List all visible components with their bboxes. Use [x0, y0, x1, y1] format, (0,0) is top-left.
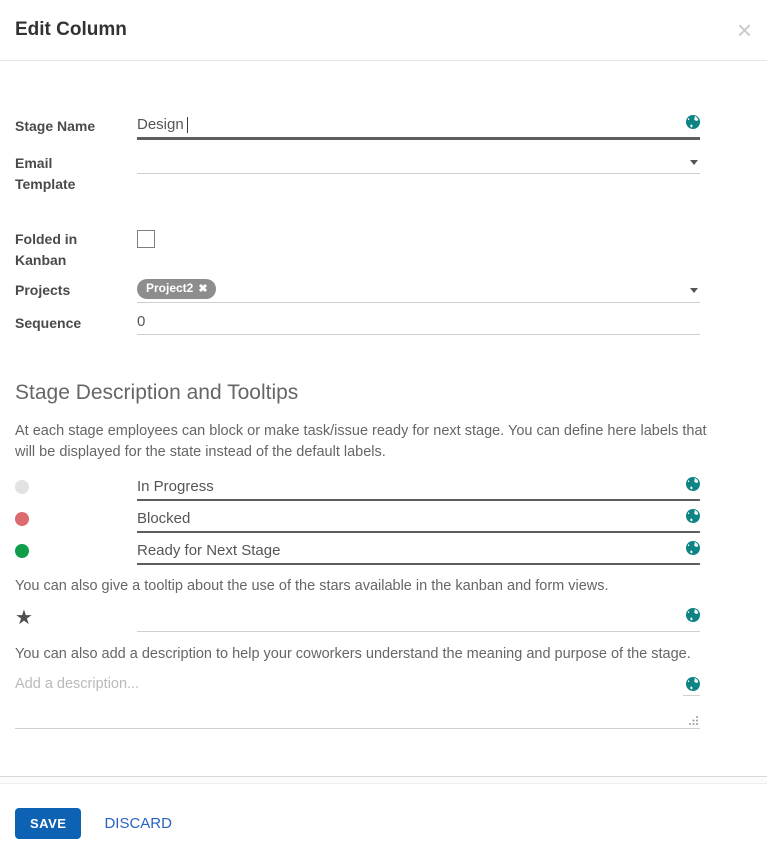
state-dot-cell: [15, 541, 137, 558]
dialog-body: [0, 61, 767, 729]
sequence-input[interactable]: [137, 312, 700, 335]
sequence-label: Sequence: [15, 315, 82, 331]
folded-in-kanban-row: [15, 228, 700, 271]
email-template-select[interactable]: [137, 152, 700, 174]
section-title: Stage Description and Tooltips: [15, 381, 299, 404]
translate-globe-icon[interactable]: [686, 509, 700, 523]
discard-button[interactable]: DISCARD: [104, 815, 172, 832]
state-label-input-blocked[interactable]: [137, 509, 700, 533]
translate-globe-icon[interactable]: [686, 541, 700, 555]
stars-hint-text: You can also give a tooltip about the use of the stars available in the kanban and form views.: [15, 578, 609, 594]
section-intro-text: At each stage employees can block or make task/issue ready for next stage. You can define here labels that will be displayed for the state instead of the default labels.: [15, 423, 707, 460]
state-dot-green: [15, 544, 29, 558]
tag-remove-icon[interactable]: ✖: [198, 283, 208, 295]
folded-label: Folded in Kanban: [15, 231, 78, 268]
footer-divider: [0, 776, 767, 784]
project-tag-label: Project2: [146, 281, 194, 295]
project-tag[interactable]: [137, 279, 216, 299]
state-dot-cell: [15, 477, 137, 494]
translate-globe-icon[interactable]: [686, 477, 700, 491]
state-row-in-progress: [15, 477, 700, 501]
star-icon: ★: [15, 607, 33, 629]
email-template-label: Email Template: [15, 155, 76, 192]
stage-name-label: Stage Name: [15, 118, 96, 134]
dialog-footer: [0, 784, 767, 839]
state-labels-group: [15, 477, 700, 565]
state-row-ready: [15, 541, 700, 565]
state-label-input-normal[interactable]: [137, 477, 700, 501]
description-hint-text: You can also add a description to help your coworkers understand the meaning and purpose of the stage.: [15, 646, 691, 662]
sequence-row: [15, 312, 700, 335]
projects-label: Projects: [15, 282, 71, 298]
chevron-down-icon[interactable]: [690, 288, 698, 293]
sequence-value: 0: [137, 313, 146, 330]
form-fields: [15, 115, 700, 335]
dialog-title: Edit Column: [15, 19, 127, 40]
chevron-down-icon[interactable]: [690, 160, 698, 165]
dialog-header: [0, 0, 767, 61]
description-field: [15, 674, 700, 729]
save-button[interactable]: SAVE: [15, 808, 81, 839]
star-tooltip-input[interactable]: [137, 608, 700, 632]
folded-checkbox[interactable]: [137, 230, 155, 248]
state-label-input-done[interactable]: [137, 541, 700, 565]
state-dot-cell: [15, 509, 137, 526]
folded-field: [137, 228, 700, 248]
state-row-blocked: [15, 509, 700, 533]
translate-globe-icon[interactable]: [686, 608, 700, 622]
state-label-value: Ready for Next Stage: [137, 542, 281, 559]
translate-globe-icon[interactable]: [686, 115, 700, 129]
stage-name-input[interactable]: [137, 115, 700, 140]
state-dot-red: [15, 512, 29, 526]
email-template-row: [15, 152, 700, 195]
state-dot-gray: [15, 480, 29, 494]
globe-underline: [683, 695, 700, 696]
star-tooltip-row: [15, 608, 700, 632]
translate-globe-icon[interactable]: [686, 677, 700, 691]
projects-tags-input[interactable]: [137, 279, 700, 303]
resize-grip[interactable]: [688, 715, 699, 726]
state-label-value: In Progress: [137, 478, 214, 495]
description-textarea[interactable]: [15, 674, 700, 728]
state-label-value: Blocked: [137, 510, 191, 527]
projects-row: [15, 279, 700, 303]
stage-name-value: Design: [137, 116, 184, 133]
text-cursor: [187, 117, 188, 133]
close-icon[interactable]: ×: [736, 15, 752, 45]
stage-name-row: [15, 115, 700, 140]
